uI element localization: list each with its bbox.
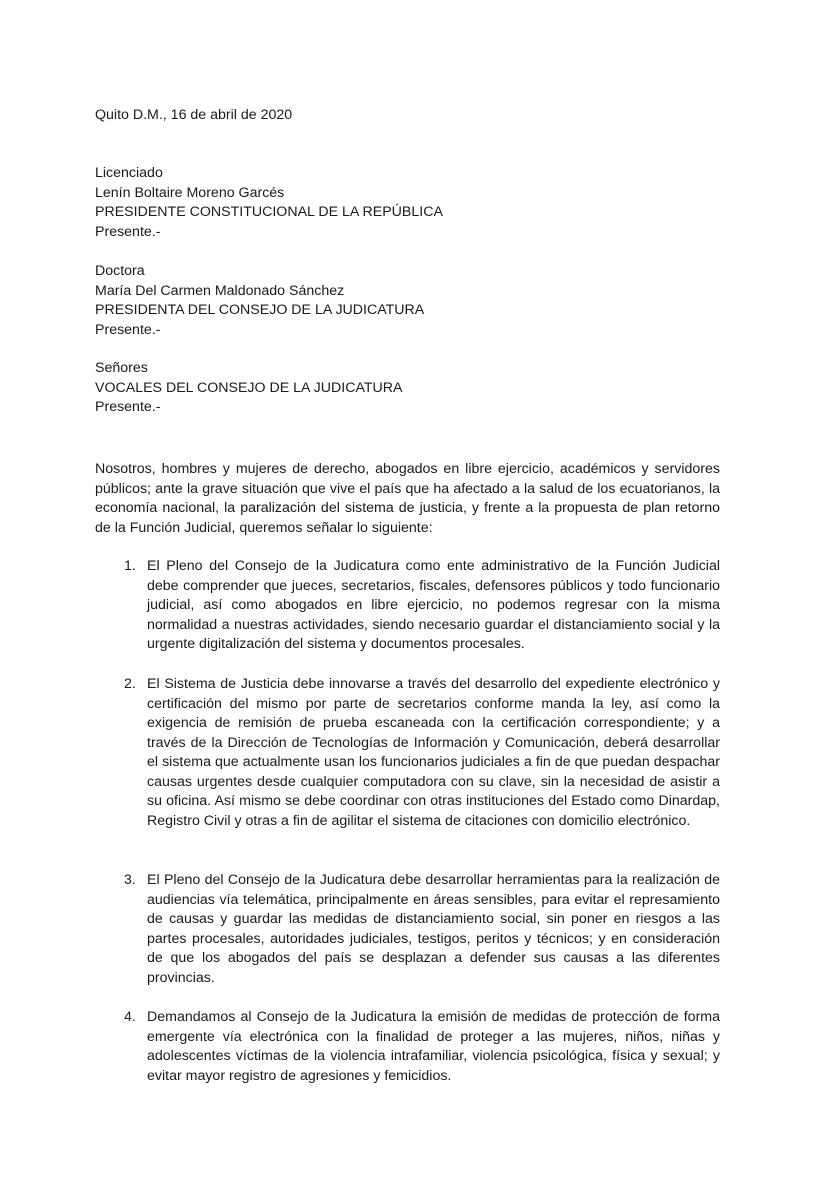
addressee-presente: Presente.-	[95, 321, 161, 338]
addressee-title: Señores	[95, 360, 148, 376]
intro-paragraph: Nosotros, hombres y mujeres de derecho, abogados en libre ejercicio, académicos y servidores públicos; ante la grave situación que vive el país que ha afectado a la salud de los ecuatorianos, la economía nacional, la paralización del sistema de justicia, y frente a la propuesta de plan retorno de la Función Judicial, queremos señalar lo siguiente:	[95, 461, 720, 536]
item-text: Demandamos al Consejo de la Judicatura la emisión de medidas de protección de forma emergente vía electrónica con la finalidad de proteger a las mujeres, niños, niñas y adolescentes víctimas de la violencia intrafamiliar, violencia psicológica, física y sexual; y evitar mayor registro de agresiones y femicidios.	[147, 1009, 720, 1084]
date-line: Quito D.M., 16 de abril de 2020	[95, 107, 293, 123]
item-number: 4.	[124, 1009, 136, 1025]
addressee-position: VOCALES DEL CONSEJO DE LA JUDICATURA	[95, 379, 403, 396]
addressee-title: Doctora	[95, 263, 145, 279]
addressee-president	[95, 164, 443, 242]
item-text: El Pleno del Consejo de la Judicatura debe desarrollar herramientas para la realización de audiencias vía telemática, principalmente en áreas sensibles, para evitar el represamiento de causas y guardar las medidas de distanciamiento social, sin poner en riesgos a las partes procesales, autoridades judiciales, testigos, peritos y técnicos; y en consideración de que los abogados del país se desplazan a defender sus causas a las diferentes provincias.	[147, 872, 720, 986]
addressee-position: PRESIDENTE CONSTITUCIONAL DE LA REPÚBLICA	[95, 204, 443, 220]
item-number: 2.	[124, 676, 136, 692]
item-text: El Sistema de Justicia debe innovarse a través del desarrollo del expediente electrónico y certificación del mismo por parte de secretarios conforme manda la ley, así como la exigencia de remisión de prueba escaneada con la certificación correspondiente; y a través de la Dirección de Tecnologías de Información y Comunicación, deberá desarrollar el sistema que actualmente usan los funcionarios judiciales a fin de que puedan despachar causas urgentes desde cualquier computadora con su clave, sin la necesidad de asistir a su oficina. Así mismo se debe coordinar con otras instituciones del Estado como Dinardap, Registro Civil y otras a fin de agilitar el sistema de citaciones con domicilio electrónico.	[147, 676, 720, 829]
addressee-position: PRESIDENTA DEL CONSEJO DE LA JUDICATURA	[95, 302, 425, 318]
addressee-title: Licenciado	[95, 165, 163, 181]
addressee-presente: Presente.-	[95, 399, 161, 415]
addressee-judicatura-president	[95, 262, 424, 340]
item-number: 3.	[124, 872, 136, 888]
addressee-name: Lenín Boltaire Moreno Garcés	[95, 184, 285, 201]
addressee-name: María Del Carmen Maldonado Sánchez	[95, 282, 345, 299]
addressee-presente: Presente.-	[95, 223, 161, 240]
item-text: El Pleno del Consejo de la Judicatura como ente administrativo de la Función Judicial debe comprender que jueces, secretarios, fiscales, defensores públicos y todo funcionario judicial, así como abogados en libre ejercicio, no podemos regresar con la misma normalidad a nuestras actividades, siendo necesario guardar el distanciamiento social y la urgente digitalización del sistema y documentos procesales.	[147, 558, 720, 652]
addressee-vocales	[95, 359, 402, 418]
item-number: 1.	[124, 558, 136, 574]
